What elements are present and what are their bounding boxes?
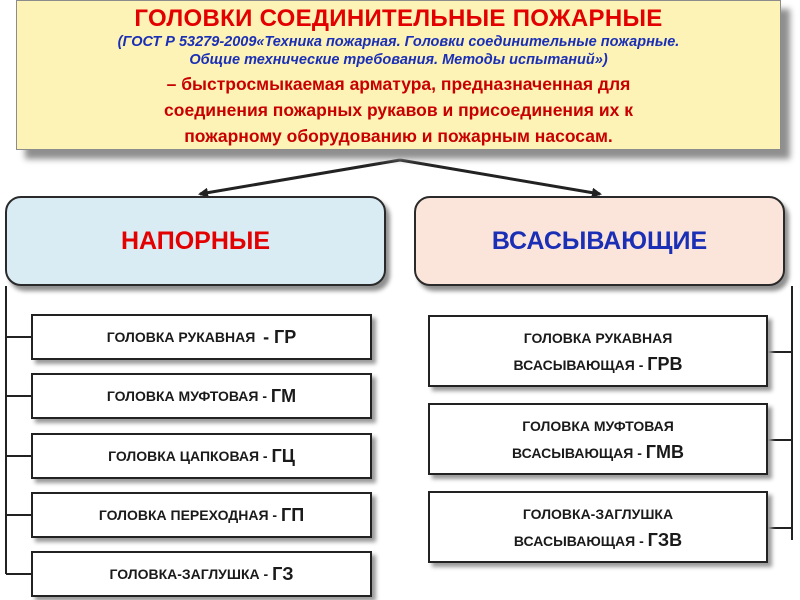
definition-line-2: соединения пожарных рукавов и присоединения их к bbox=[164, 100, 633, 120]
suction-item-coupling-head bbox=[428, 403, 768, 475]
pressure-item-adapter-head bbox=[31, 492, 372, 538]
category-pressure: НАПОРНЫЕ bbox=[5, 196, 386, 286]
category-suction: ВСАСЫВАЮЩИЕ bbox=[414, 196, 785, 286]
item-name: ГОЛОВКА ЦАПКОВАЯ - bbox=[108, 448, 268, 464]
item-name-line-2: ВСАСЫВАЮЩАЯ - bbox=[513, 356, 644, 373]
suction-item-cap-head bbox=[428, 491, 768, 563]
item-name-line-1: ГОЛОВКА МУФТОВАЯ bbox=[522, 417, 674, 434]
item-name: ГОЛОВКА РУКАВНАЯ bbox=[106, 329, 256, 345]
gost-reference-line-1: (ГОСТ Р 53279-2009«Техника пожарная. Головки соединительные пожарные. bbox=[117, 34, 680, 50]
arrow-to-right-category bbox=[400, 160, 600, 194]
gost-reference-line-2: Общие технические требования. Методы испытаний») bbox=[189, 52, 608, 68]
item-name: ГОЛОВКА-ЗАГЛУШКА - bbox=[109, 566, 269, 582]
item-name: ГОЛОВКА МУФТОВАЯ - bbox=[106, 388, 268, 404]
definition-header bbox=[16, 0, 781, 150]
item-name-line-1: ГОЛОВКА РУКАВНАЯ bbox=[523, 329, 673, 346]
item-code: ГМВ bbox=[645, 441, 684, 462]
item-name: ГОЛОВКА ПЕРЕХОДНАЯ - bbox=[98, 507, 278, 523]
suction-item-hose-head bbox=[428, 315, 768, 387]
arrow-to-left-category bbox=[200, 160, 400, 194]
definition-line-3: пожарному оборудованию и пожарным насосам. bbox=[184, 126, 613, 146]
pressure-item-hose-head bbox=[31, 314, 372, 360]
item-code: - ГР bbox=[263, 326, 297, 347]
pressure-item-cap-head bbox=[31, 551, 372, 597]
item-name-line-2: ВСАСЫВАЮЩАЯ - bbox=[513, 532, 644, 549]
item-code: ГЗВ bbox=[647, 529, 683, 550]
definition-line-1: – быстросмыкаемая арматура, предназначенная для bbox=[166, 74, 631, 94]
item-code: ГРВ bbox=[647, 353, 683, 374]
item-name-line-1: ГОЛОВКА-ЗАГЛУШКА bbox=[522, 505, 674, 522]
pressure-item-coupling-head bbox=[31, 373, 372, 419]
item-code: ГМ bbox=[270, 385, 297, 406]
item-code: ГП bbox=[280, 504, 305, 525]
item-code: ГЗ bbox=[272, 563, 294, 584]
item-name-line-2: ВСАСЫВАЮЩАЯ - bbox=[512, 444, 642, 461]
page-title: ГОЛОВКИ СОЕДИНИТЕЛЬНЫЕ ПОЖАРНЫЕ bbox=[134, 5, 663, 32]
item-code: ГЦ bbox=[271, 445, 295, 466]
pressure-item-pin-head bbox=[31, 433, 372, 479]
